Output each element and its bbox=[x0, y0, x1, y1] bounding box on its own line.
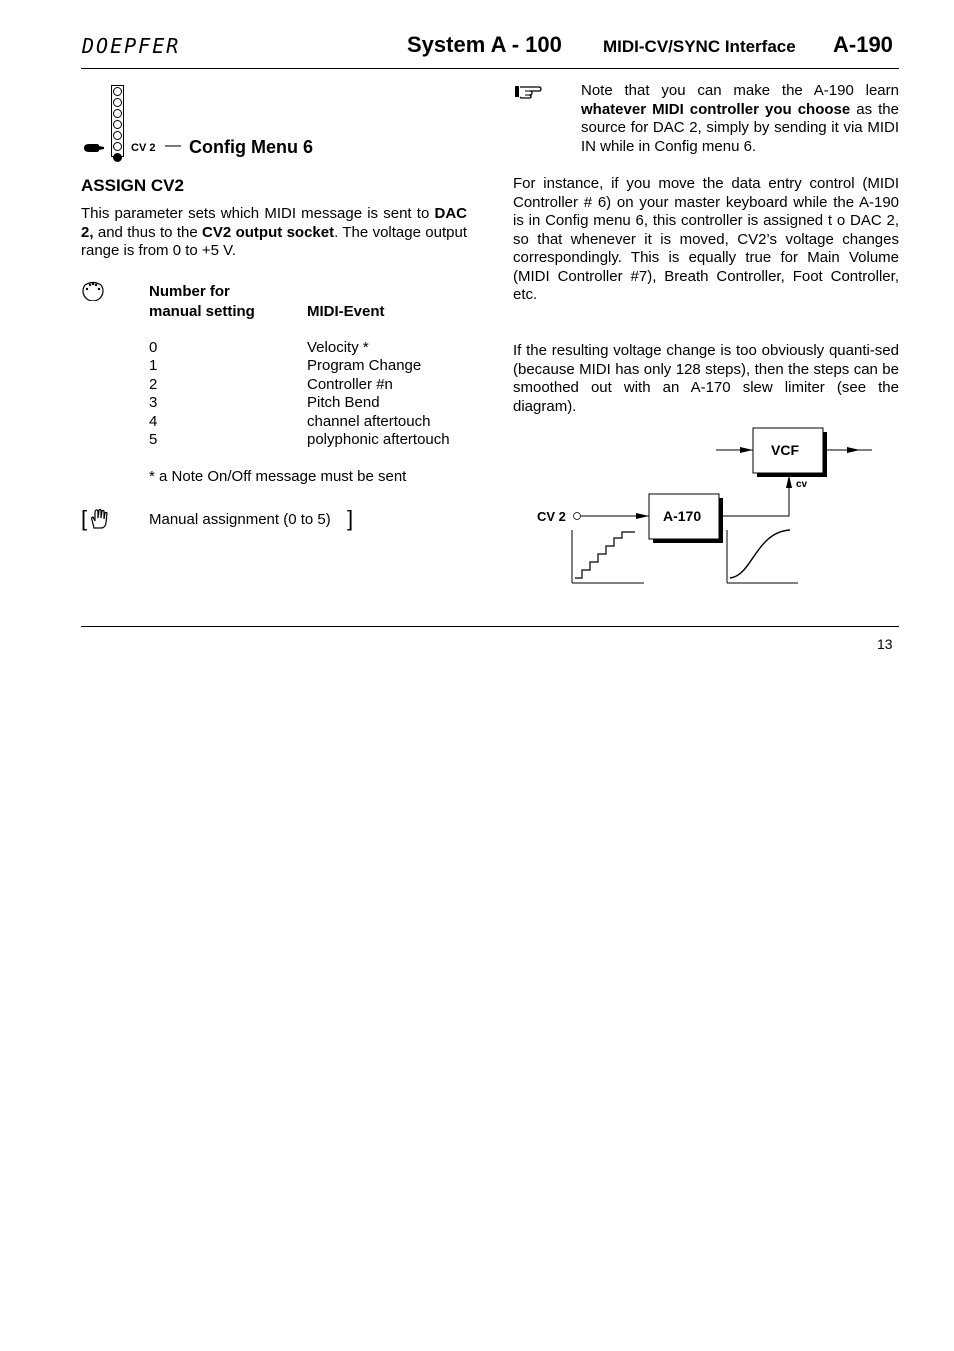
led-icon bbox=[113, 131, 122, 140]
table-row-event: Program Change bbox=[307, 357, 422, 374]
instance-paragraph: For instance, if you move the data entry control (MIDI Controller # 6) on your master keyboard while the A-190 is in Config menu 6, this controller is assigned t o DAC 2, so that whenever it is moved, CV2’s voltage changes correspondingly. This is equally true for Main Volume (MIDI Controller #7), Breath Controller, Foot Controller, etc. bbox=[513, 175, 899, 303]
note-text: Note that you can make the A-190 learn bbox=[581, 82, 899, 99]
manual-bracket-open: [ bbox=[81, 506, 88, 531]
table-row-event: Controller #n bbox=[307, 376, 393, 393]
manual-text: Manual assignment (0 to 5) bbox=[149, 511, 331, 528]
intro-text: . The voltage output range is from 0 to +5 V. bbox=[81, 223, 467, 259]
led-active-icon bbox=[113, 153, 122, 162]
cv2-input-label: CV 2 bbox=[537, 509, 566, 524]
table-row-event: polyphonic aftertouch bbox=[307, 431, 450, 448]
intro-text: and thus to the bbox=[93, 223, 203, 241]
cv-label: cv bbox=[796, 479, 808, 490]
led-icon bbox=[113, 87, 122, 96]
page-number: 13 bbox=[877, 636, 893, 652]
led-icon bbox=[113, 98, 122, 107]
menu-output-label: CV 2 bbox=[131, 142, 156, 154]
midi-socket-icon bbox=[81, 279, 105, 301]
led-icon bbox=[113, 109, 122, 118]
manual-bracket-close: ] bbox=[347, 506, 354, 531]
slew-limiter-diagram bbox=[520, 420, 890, 595]
hand-icon bbox=[88, 508, 110, 530]
table-row-event: Pitch Bend bbox=[307, 394, 380, 411]
quantised-paragraph: If the resulting voltage change is too obviously quanti-sed (because MIDI has only 128 steps), then the steps can be smoothed out with an A-170 slew limiter (see the diagram). bbox=[513, 342, 899, 415]
table-row-num: 2 bbox=[149, 376, 158, 393]
pointing-hand-icon bbox=[83, 142, 105, 154]
note-bold-text: whatever MIDI controller you choose bbox=[581, 100, 851, 118]
system-title: System A - 100 bbox=[407, 32, 562, 57]
cv-connection bbox=[719, 475, 789, 516]
table-row-num: 5 bbox=[149, 431, 158, 448]
table-row-num: 3 bbox=[149, 394, 158, 411]
intro-cv2-socket: CV2 output socket bbox=[202, 223, 335, 241]
table-footnote: * a Note On/Off message must be sent bbox=[149, 468, 407, 485]
footer-rule bbox=[81, 626, 899, 627]
vcf-label: VCF bbox=[771, 442, 799, 458]
note-pointing-hand-icon bbox=[513, 82, 543, 100]
table-col2-header: MIDI-Event bbox=[307, 303, 385, 320]
doepfer-logo: DOEPFER bbox=[82, 34, 181, 58]
table-row-num: 4 bbox=[149, 413, 158, 430]
note-paragraph bbox=[581, 82, 899, 156]
table-row-num: 0 bbox=[149, 339, 158, 356]
intro-paragraph bbox=[81, 205, 467, 261]
header-rule bbox=[81, 68, 899, 69]
module-code: A-190 bbox=[833, 32, 893, 57]
table-row-event: channel aftertouch bbox=[307, 413, 431, 430]
table-row-event: Velocity * bbox=[307, 339, 369, 356]
smooth-waveform bbox=[730, 530, 790, 578]
a170-label: A-170 bbox=[663, 508, 702, 524]
section-heading: ASSIGN CV2 bbox=[81, 176, 184, 195]
step-waveform bbox=[575, 532, 635, 578]
led-icon bbox=[113, 142, 122, 151]
table-col1-header: Number for bbox=[149, 283, 230, 300]
config-menu-title: Config Menu 6 bbox=[189, 137, 313, 157]
menu-dash: — bbox=[165, 137, 181, 154]
table-col1-header: manual setting bbox=[149, 303, 255, 320]
module-name: MIDI-CV/SYNC Interface bbox=[603, 37, 796, 56]
intro-text: This parameter sets which MIDI message is sent to bbox=[81, 205, 435, 222]
cv2-socket-icon bbox=[574, 513, 581, 520]
led-column-leds bbox=[113, 87, 122, 164]
note-text: as the source for DAC 2, simply by sending it via MIDI IN while in Config menu 6. bbox=[581, 100, 899, 155]
table-row-num: 1 bbox=[149, 357, 158, 374]
led-icon bbox=[113, 120, 122, 129]
intro-dac2: DAC 2, bbox=[81, 205, 467, 241]
